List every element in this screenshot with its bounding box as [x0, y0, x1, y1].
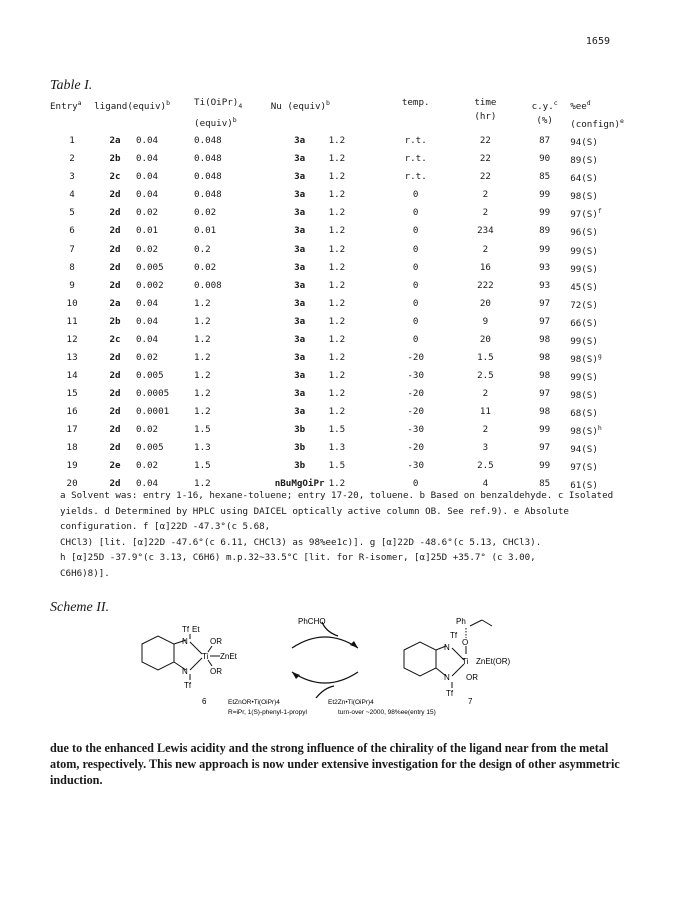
cell-entry: 6 — [69, 225, 75, 237]
cell-ee: 98(S) — [570, 191, 598, 203]
cell-nu: 3a — [294, 171, 306, 183]
cell-lig-eq: 0.04 — [135, 315, 159, 327]
cell-cy: 85 — [539, 171, 551, 183]
cell-time: 2.5 — [477, 460, 494, 472]
cell-lig-eq: 0.04 — [135, 135, 159, 147]
cell-nu: 3b — [294, 442, 306, 454]
cell-cy: 99 — [539, 189, 551, 201]
cell-nu-eq: 1.2 — [328, 315, 346, 327]
cell-ti: 0.048 — [194, 171, 222, 183]
cell-ligand: 2d — [109, 406, 121, 418]
cell-entry: 13 — [66, 351, 78, 363]
cell-ligand: 2d — [109, 243, 121, 255]
cell-ti: 0.008 — [194, 279, 222, 291]
cell-time: 2 — [482, 388, 489, 400]
cell-note: h — [597, 424, 602, 433]
cell-ti: 0.02 — [194, 207, 217, 219]
ti-7: Ti — [462, 657, 469, 666]
cell-nu: 3a — [294, 297, 306, 309]
cell-lig-eq: 0.01 — [135, 225, 159, 237]
cell-entry: 10 — [66, 297, 78, 309]
cell-ee: $97(S)^f$ — [570, 207, 602, 221]
cell-time: 22 — [479, 135, 491, 147]
cell-ligand: 2d — [109, 351, 121, 363]
cell-temp: -20 — [407, 406, 424, 418]
cell-temp: r.t. — [404, 153, 427, 165]
header-time: time (hr) — [474, 97, 497, 122]
header-cy: c.y.$^c$ (%) — [531, 99, 558, 127]
cell-ti: 0.048 — [194, 153, 222, 165]
cell-temp: -20 — [407, 442, 424, 454]
cell-nu: 3a — [294, 279, 306, 291]
cell-ligand: 2d — [109, 261, 121, 273]
cell-lig-eq: 0.02 — [135, 351, 159, 363]
cell-ligand: 2d — [109, 442, 121, 454]
cell-cy: 87 — [539, 135, 551, 147]
cell-ti: 1.2 — [194, 388, 211, 400]
table-row — [50, 295, 640, 313]
cell-cy: 90 — [539, 153, 551, 165]
bottom-left-reagent: EtZnOR•Ti(OiPr)4 — [228, 699, 280, 706]
cell-time: 1.5 — [477, 351, 494, 363]
cell-ti: 1.3 — [194, 442, 211, 454]
cell-nu-eq: 1.2 — [328, 279, 346, 291]
cell-cy: 98 — [539, 351, 551, 363]
cell-temp: 0 — [412, 243, 419, 255]
cell-ligand: 2c — [109, 171, 121, 183]
table-row — [50, 222, 640, 240]
cell-temp: -30 — [407, 424, 424, 436]
cell-nu: 3a — [294, 207, 306, 219]
table-row — [50, 367, 640, 385]
cell-lig-eq: 0.0005 — [135, 388, 170, 400]
cell-temp: 0 — [412, 333, 419, 345]
cell-nu-eq: 1.2 — [328, 369, 346, 381]
table-row — [50, 150, 640, 168]
n-top-6: N — [182, 637, 188, 646]
cell-lig-eq: 0.04 — [135, 333, 159, 345]
tf-top-6: Tf — [182, 625, 190, 634]
znet-or-7: ZnEt(OR) — [476, 657, 511, 666]
compound-6-label: 6 — [202, 697, 207, 706]
table-row — [50, 168, 640, 186]
cell-ti: 1.5 — [194, 460, 211, 472]
cell-ee: $98(S)^h$ — [570, 424, 602, 438]
cell-nu-eq: 1.2 — [328, 153, 346, 165]
cell-ti: 0.2 — [194, 243, 211, 255]
cell-cy: 99 — [539, 460, 551, 472]
cell-entry: 9 — [69, 279, 75, 291]
cell-time: 2 — [482, 243, 489, 255]
cell-ligand: 2c — [109, 333, 121, 345]
cell-entry: 19 — [66, 460, 78, 472]
cell-ee: $98(S)^g$ — [570, 351, 602, 365]
cell-entry: 8 — [69, 261, 75, 273]
cell-ee: 98(S) — [570, 390, 598, 402]
cell-cy: 93 — [539, 279, 551, 291]
cell-entry: 17 — [66, 424, 78, 436]
cell-ti: 1.2 — [194, 369, 211, 381]
header-entry: Entry$^a$ — [50, 99, 82, 113]
cell-temp: -20 — [407, 388, 424, 400]
cell-lig-eq: 0.04 — [135, 189, 159, 201]
cell-time: 2.5 — [477, 369, 494, 381]
cell-temp: r.t. — [404, 171, 427, 183]
cell-temp: 0 — [412, 315, 419, 327]
arrow-head-icon — [292, 672, 300, 679]
cell-note: f — [597, 207, 602, 216]
cell-nu: 3a — [294, 189, 306, 201]
cell-nu: 3a — [294, 388, 306, 400]
cell-temp: 0 — [412, 261, 419, 273]
cell-nu-eq: 1.2 — [328, 478, 346, 490]
cell-cy: 98 — [539, 333, 551, 345]
cell-cy: 98 — [539, 369, 551, 381]
turnover-note: turn-over ~2000, 98%ee(entry 15) — [338, 709, 436, 716]
cell-nu-eq: 1.3 — [328, 442, 346, 454]
reagent-label: PhCHO — [298, 617, 326, 626]
cell-time: 234 — [477, 225, 494, 237]
cell-ligand: 2d — [109, 369, 121, 381]
cell-time: 20 — [479, 297, 491, 309]
table-row — [50, 421, 640, 439]
table-row — [50, 132, 640, 150]
table-row — [50, 259, 640, 277]
table-row — [50, 241, 640, 259]
table-row — [50, 457, 640, 475]
cell-cy: 99 — [539, 243, 551, 255]
table-row — [50, 349, 640, 367]
cell-ligand: 2a — [109, 297, 121, 309]
cell-ee: 45(S) — [570, 281, 598, 293]
table-title: Table I. — [50, 78, 93, 93]
footnote-line: CHCl3) [lit. [α]22D -47.6°(c 6.11, CHCl3) as 98%ee1c)]. g [α]22D -48.6°(c 5.13, CHCl3). — [60, 536, 542, 548]
cell-entry: 4 — [69, 189, 75, 201]
cell-nu-eq: 1.2 — [328, 297, 346, 309]
cell-nu: 3a — [294, 351, 306, 363]
cell-lig-eq: 0.02 — [135, 207, 159, 219]
ph-7: Ph — [456, 617, 466, 626]
header-temp: temp. — [401, 97, 430, 108]
cell-cy: 97 — [539, 442, 551, 454]
cell-nu: 3a — [294, 315, 306, 327]
table-row — [50, 186, 640, 204]
cell-ee: 68(S) — [570, 408, 598, 420]
cell-nu: 3b — [294, 460, 306, 472]
cell-temp: -30 — [407, 369, 424, 381]
cell-cy: 85 — [539, 478, 551, 490]
cell-nu-eq: 1.2 — [328, 388, 346, 400]
cell-ti: 1.2 — [194, 406, 211, 418]
or-bottom-6: OR — [210, 667, 222, 676]
cell-ee: 94(S) — [570, 137, 598, 149]
cell-temp: 0 — [412, 478, 419, 490]
page-number: 1659 — [585, 36, 610, 47]
table-row — [50, 313, 640, 331]
tf-top-7: Tf — [450, 631, 458, 640]
n-bottom-7: N — [444, 673, 450, 682]
cell-entry: 3 — [69, 171, 75, 183]
cell-ee: 99(S) — [570, 245, 598, 257]
cell-entry: 16 — [66, 406, 78, 418]
cell-ti: 1.2 — [194, 351, 211, 363]
cell-entry: 7 — [69, 243, 75, 255]
cell-cy: 97 — [539, 315, 551, 327]
cell-ligand: 2d — [109, 478, 121, 490]
or-top-6: OR — [210, 637, 222, 646]
cell-ligand: 2a — [109, 135, 121, 147]
cell-lig-eq: 0.005 — [135, 261, 164, 273]
cell-nu-eq: 1.2 — [328, 171, 346, 183]
cell-ti: 0.048 — [194, 189, 222, 201]
table-row — [50, 204, 640, 222]
cell-temp: -30 — [407, 460, 424, 472]
cell-nu-eq: 1.2 — [328, 243, 346, 255]
footnote-line: h [α]25D -37.9°(c 3.13, C6H6) m.p.32~33.5°C [lit. for R-isomer, [α]25D +35.7° (c 3.00, — [60, 552, 536, 563]
n-top-7: N — [444, 643, 450, 652]
cell-nu-eq: 1.2 — [328, 189, 346, 201]
cell-entry: 14 — [66, 369, 78, 381]
cell-nu: 3a — [294, 333, 306, 345]
cell-ee: 97(S) — [570, 462, 598, 474]
cell-nu: 3b — [294, 424, 306, 436]
cell-ee: 94(S) — [570, 444, 598, 456]
cell-time: 22 — [479, 153, 491, 165]
cell-entry: 18 — [66, 442, 78, 454]
cell-nu-eq: 1.2 — [328, 225, 346, 237]
cell-entry: 15 — [66, 388, 78, 400]
cell-ee: 99(S) — [570, 372, 598, 383]
cell-cy: 98 — [539, 406, 551, 418]
bottom-mid-reagent: Et2Zn•Ti(OiPr)4 — [328, 699, 374, 706]
compound-7-label: 7 — [468, 697, 473, 706]
cell-time: 3 — [482, 442, 489, 454]
cell-lig-eq: 0.02 — [135, 460, 159, 472]
cell-ti: 0.01 — [194, 225, 217, 237]
cell-ti: 0.02 — [194, 261, 217, 273]
cell-ligand: 2e — [109, 460, 121, 472]
cell-nu-eq: 1.2 — [328, 406, 346, 418]
cell-ee: 89(S) — [570, 155, 598, 167]
cell-cy: 97 — [539, 388, 551, 400]
cell-lig-eq: 0.0001 — [135, 406, 170, 418]
cell-ee: 61(S) — [570, 480, 598, 492]
cell-temp: 0 — [412, 225, 419, 237]
cell-ligand: 2d — [109, 207, 121, 219]
body-paragraph: due to the enhanced Lewis acidity and the strong influence of the chirality of the ligand near from the metal atom, respectively. This new approach is now under extensive investigation for the design of other asymmetric induction. — [50, 741, 620, 787]
cell-cy: 99 — [539, 424, 551, 436]
et-6: Et — [192, 625, 200, 634]
o-7: O — [462, 638, 469, 647]
cell-note: g — [597, 351, 602, 360]
cell-ligand: 2d — [109, 279, 121, 291]
cell-time: 11 — [479, 406, 491, 418]
cell-temp: r.t. — [404, 135, 427, 147]
cell-ee: 72(S) — [570, 299, 598, 311]
table-row — [50, 385, 640, 403]
table-row — [50, 277, 640, 295]
cell-nu-eq: 1.5 — [328, 424, 346, 436]
znet-6: ZnEt — [220, 652, 237, 661]
cell-cy: 93 — [539, 261, 551, 273]
footnote-line: C6H6)8)]. — [60, 567, 110, 579]
cell-ee: 96(S) — [570, 227, 598, 239]
cell-nu-eq: 1.2 — [328, 135, 346, 147]
cell-nu-eq: 1.2 — [328, 261, 346, 273]
cell-entry: 1 — [69, 135, 75, 147]
cell-entry: 12 — [66, 333, 78, 345]
cell-ligand: 2d — [109, 225, 121, 237]
footnotes — [60, 488, 620, 581]
cell-time: 2 — [482, 424, 489, 436]
cell-ligand: 2d — [109, 424, 121, 436]
cell-lig-eq: 0.02 — [135, 243, 159, 255]
table-row — [50, 439, 640, 457]
cell-temp: -20 — [407, 351, 424, 363]
cell-ti: 1.2 — [194, 333, 211, 345]
cycle-arrows — [292, 622, 358, 698]
cell-entry: 2 — [69, 153, 75, 165]
footnote-line: a Solvent was: entry 1-16, hexane-toluene; entry 17-20, toluene. b Based on benzaldehyde. c Isolated yields. d Determined by HPLC using DAICEL optically active column OB. See ref.9). e Absolute configuration. f [α]22D -47.3°(c 5.68, — [60, 490, 614, 532]
cell-lig-eq: 0.04 — [135, 478, 159, 490]
cell-time: 22 — [479, 171, 491, 183]
cell-cy: 97 — [539, 297, 551, 309]
cell-ti: 1.2 — [194, 315, 211, 327]
cell-lig-eq: 0.04 — [135, 171, 159, 183]
header-nu: Nu (equiv)$^b$ — [270, 99, 330, 113]
cell-nu: 3a — [294, 153, 306, 165]
cell-lig-eq: 0.005 — [135, 442, 164, 454]
cell-temp: 0 — [412, 297, 419, 309]
cell-lig-eq: 0.04 — [135, 297, 159, 309]
cell-time: 16 — [479, 261, 491, 273]
table-row — [50, 403, 640, 421]
cell-ee: 64(S) — [570, 173, 598, 185]
header-ligand: ligand(equiv)$^b$ — [94, 99, 170, 113]
cell-nu: 3a — [294, 406, 306, 418]
cell-ee: 99(S) — [570, 263, 598, 275]
cell-ligand: 2d — [109, 388, 121, 400]
header-ti: $Ti(OiPr)_4$ (equiv)$^b$ — [194, 97, 243, 129]
cell-entry: 20 — [66, 478, 78, 490]
cell-ligand: 2b — [109, 315, 121, 327]
tf-bottom-6: Tf — [184, 681, 192, 690]
cell-ee: 66(S) — [570, 317, 598, 329]
cell-ti: 1.5 — [194, 424, 211, 436]
cell-temp: 0 — [412, 189, 419, 201]
cell-nu: 3a — [294, 261, 306, 273]
header-ee: $\%ee^d$ (confign)$^e$ — [570, 99, 624, 131]
n-bottom-6: N — [182, 667, 188, 676]
ti-6: Ti — [202, 652, 209, 661]
cell-entry: 11 — [66, 315, 78, 327]
cell-nu: 3a — [294, 369, 306, 381]
cell-lig-eq: 0.005 — [135, 369, 164, 381]
cell-time: 9 — [482, 315, 489, 327]
scheme-title: Scheme II. — [50, 600, 110, 615]
cell-time: 20 — [479, 333, 491, 345]
cell-lig-eq: 0.02 — [135, 424, 159, 436]
table-row — [50, 331, 640, 349]
cell-nu: 3a — [294, 225, 306, 237]
arrow-head-icon — [350, 641, 358, 648]
cell-ligand: 2b — [109, 153, 121, 165]
cell-nu-eq: 1.2 — [328, 207, 346, 219]
results-table — [50, 96, 640, 493]
cell-temp: 0 — [412, 279, 419, 291]
cell-time: 222 — [477, 279, 494, 291]
table-body — [50, 132, 640, 493]
cell-ti: 1.2 — [194, 478, 211, 490]
cell-nu: nBuMgOiPr — [274, 478, 325, 490]
cell-lig-eq: 0.002 — [135, 279, 164, 291]
scheme-diagram — [120, 614, 560, 726]
cell-nu-eq: 1.2 — [328, 333, 346, 345]
cell-lig-eq: 0.04 — [135, 153, 159, 165]
cell-temp: 0 — [412, 207, 419, 219]
cell-time: 4 — [482, 478, 489, 490]
tf-bottom-7: Tf — [446, 689, 454, 698]
cell-entry: 5 — [69, 207, 75, 219]
cell-ee: 99(S) — [570, 335, 598, 347]
or-bottom-7: OR — [466, 673, 478, 682]
cell-nu-eq: 1.2 — [328, 351, 346, 363]
cell-ti: 1.2 — [194, 297, 211, 309]
cell-nu: 3a — [294, 243, 306, 255]
cell-time: 2 — [482, 207, 489, 219]
cell-cy: 99 — [539, 207, 551, 219]
cell-ligand: 2d — [109, 189, 121, 201]
table-header-row — [50, 96, 640, 132]
cell-cy: 89 — [539, 225, 551, 237]
cell-nu-eq: 1.5 — [328, 460, 346, 472]
cell-nu: 3a — [294, 135, 306, 147]
cell-time: 2 — [482, 189, 489, 201]
cell-ti: 0.048 — [194, 135, 222, 147]
r-definition: R=iPr, 1(S)-phenyl-1-propyl — [228, 709, 307, 716]
